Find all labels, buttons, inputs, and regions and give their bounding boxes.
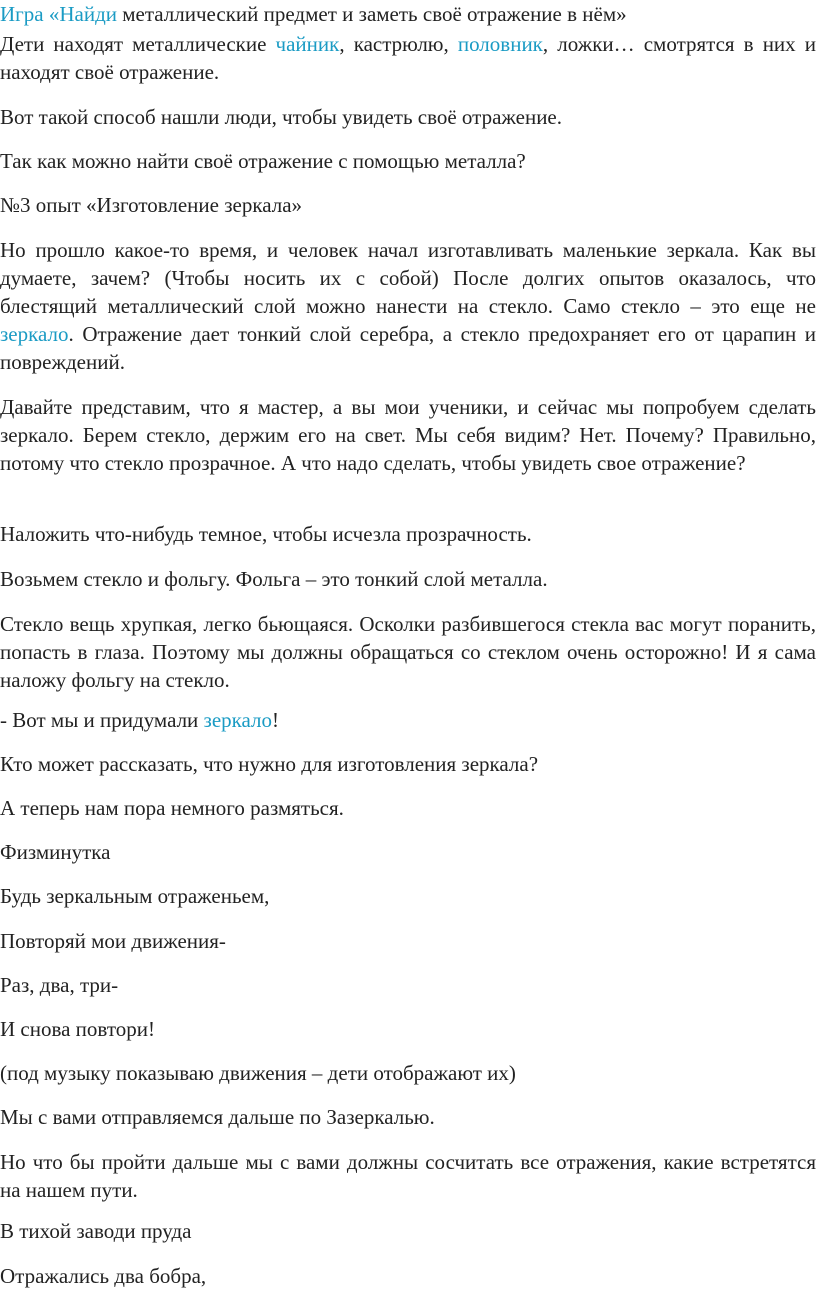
poem-line-4: И снова повтори!	[0, 1017, 155, 1041]
game-heading	[0, 0, 816, 28]
text-span: . Отражение дает тонкий слой серебра, а стекло предохраняет его от царапин и повреждений.	[0, 322, 816, 374]
paragraph-way-found: Вот такой способ нашли люди, чтобы увидеть своё отражение.	[0, 105, 563, 129]
link-mirror[interactable]: зеркало	[0, 322, 69, 346]
link-kettle[interactable]: чайник	[275, 32, 340, 56]
text-span: Но прошло какое-то время, и человек начал изготавливать маленькие зеркала. Как вы думаете, зачем? (Чтобы носить их с собой) После долгих опытов оказалось, что блестящий металлический слой можно нанести на стекло. Само стекло – это еще не	[0, 238, 816, 318]
poem-line-3: Раз, два, три-	[0, 973, 119, 997]
paragraph-glass-fragile: Стекло вещь хрупкая, легко бьющаяся. Осколки разбившегося стекла вас могут поранить, попасть в глаза. Поэтому мы должны обращаться со стеклом очень осторожно! И я сама наложу фольгу на стекло.	[0, 612, 816, 692]
link-ladle[interactable]: половник	[457, 32, 543, 56]
text-span: - Вот мы и придумали	[0, 708, 204, 732]
experiment-heading: №3 опыт «Изготовление зеркала»	[0, 193, 303, 217]
paragraph-glass-foil: Возьмем стекло и фольгу. Фольга – это тонкий слой металла.	[0, 567, 548, 591]
paragraph-children-find	[0, 30, 816, 86]
paragraph-warm-up: А теперь нам пора немного размяться.	[0, 796, 344, 820]
text-span: , ложки… смотрятся в них и находят своё отражение.	[0, 32, 816, 84]
paragraph-invented-mirror	[0, 706, 816, 734]
poem-line-1: Будь зеркальным отраженьем,	[0, 884, 270, 908]
poem-beaver-line-2: Отражались два бобра,	[0, 1264, 207, 1288]
poem-line-2: Повторяй мои движения-	[0, 929, 226, 953]
paragraph-mirror-history	[0, 236, 816, 376]
paragraph-make-mirror: Давайте представим, что я мастер, а вы мои ученики, и сейчас мы попробуем сделать зеркало. Берем стекло, держим его на свет. Мы себя видим? Нет. Почему? Правильно, потому что стекло прозрачное. А что надо сделать, чтобы увидеть свое отражение?	[0, 395, 816, 475]
game-title-link[interactable]: Игра «Найди	[0, 2, 117, 26]
game-heading-text: металлический предмет и заметь своё отражение в нём»	[117, 2, 627, 26]
fizminutka-title: Физминутка	[0, 840, 111, 864]
text-span: !	[272, 708, 280, 732]
paragraph-looking-glass: Мы с вами отправляемся дальше по Зазеркалью.	[0, 1105, 435, 1129]
paragraph-music-note: (под музыку показываю движения – дети отображают их)	[0, 1061, 516, 1085]
paragraph-question-metal: Так как можно найти своё отражение с помощью металла?	[0, 149, 526, 173]
paragraph-count-reflections: Но что бы пройти дальше мы с вами должны сосчитать все отражения, какие встретятся на нашем пути.	[0, 1150, 816, 1202]
paragraph-dark-layer: Наложить что-нибудь темное, чтобы исчезла прозрачность.	[0, 522, 532, 546]
link-mirror-2[interactable]: зеркало	[203, 708, 273, 732]
poem-beaver-line-1: В тихой заводи пруда	[0, 1219, 192, 1243]
text-span: Дети находят металлические	[0, 32, 276, 56]
paragraph-who-can-tell: Кто может рассказать, что нужно для изготовления зеркала?	[0, 752, 539, 776]
text-span: , кастрюлю,	[339, 32, 458, 56]
